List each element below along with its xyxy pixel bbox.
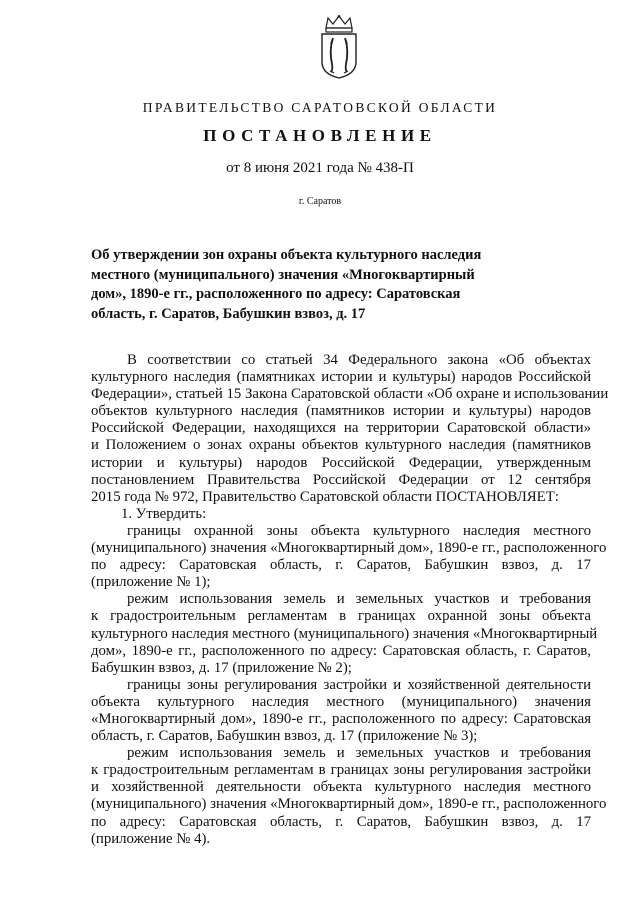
document-date-number: от 8 июня 2021 года № 438-П	[226, 160, 414, 176]
body-line: культурного наследия местного (муниципального) значения «Многоквартирный	[91, 625, 598, 642]
coat-of-arms-icon	[318, 14, 360, 80]
body-line: (приложение № 4).	[91, 830, 211, 847]
body-line: Российской Федерации, находящихся на территории Саратовской области»	[91, 420, 591, 437]
subject-line: Об утверждении зон охраны объекта культурного наследия	[91, 247, 482, 263]
body-line: режим использования земель и земельных участков и требования	[127, 745, 591, 762]
body-line: Федерации», статьей 15 Закона Саратовской области «Об охране и использовании	[91, 386, 609, 403]
body-line: (муниципального) значения «Многоквартирный дом», 1890-е гг., расположенного	[91, 540, 607, 557]
body-line: и Положением о зонах охраны объектов культурного наследия (памятников	[91, 437, 591, 454]
document-subject	[91, 246, 511, 324]
body-line: к градостроительным регламентам в границах зоны регулирования застройки	[91, 762, 591, 779]
body-line: постановлением Правительства Российской Федерации от 12 сентября	[91, 471, 591, 488]
government-name: ПРАВИТЕЛЬСТВО САРАТОВСКОЙ ОБЛАСТИ	[142, 100, 498, 115]
body-line: область, г. Саратов, Бабушкин взвоз, д. 17 (приложение № 3);	[91, 728, 478, 745]
document-place: г. Саратов	[298, 196, 342, 207]
body-line: объектов культурного наследия (памятников истории и культуры) народов	[91, 403, 591, 420]
body-line: по адресу: Саратовская область, г. Саратов, Бабушкин взвоз, д. 17	[91, 813, 591, 830]
subject-line: дом», 1890-е гг., расположенного по адресу: Саратовская	[91, 286, 461, 302]
subject-line: область, г. Саратов, Бабушкин взвоз, д. 17	[91, 305, 366, 322]
body-line: 2015 года № 972, Правительство Саратовской области ПОСТАНОВЛЯЕТ:	[91, 488, 559, 505]
body-line: «Многоквартирный дом», 1890-е гг., расположенного по адресу: Саратовская	[91, 710, 591, 727]
body-line: В соответствии со статьей 34 Федерального закона «Об объектах	[127, 352, 591, 368]
body-line: истории и культуры) народов Российской Федерации, утвержденным	[91, 454, 591, 471]
subject-line: местного (муниципального) значения «Многоквартирный	[91, 266, 475, 283]
document-type: ПОСТАНОВЛЕНИЕ	[203, 126, 437, 145]
body-line: культурного наследия (памятниках истории и культуры) народов Российской	[91, 369, 591, 386]
body-line: и хозяйственной деятельности объекта культурного наследия местного	[91, 779, 591, 796]
body-line: дом», 1890-е гг., расположенного по адресу: Саратовская область, г. Саратов,	[91, 642, 591, 659]
body-line: границы охранной зоны объекта культурного наследия местного	[127, 522, 591, 539]
body-line: 1. Утвердить:	[121, 505, 207, 522]
body-line: объекта культурного наследия местного (муниципального) значения	[91, 693, 591, 710]
document-body	[91, 352, 609, 848]
body-line: режим использования земель и земельных участков и требования	[127, 591, 591, 608]
body-line: по адресу: Саратовская область, г. Саратов, Бабушкин взвоз, д. 17	[91, 557, 591, 574]
body-line: (приложение № 1);	[91, 574, 211, 591]
body-line: границы зоны регулирования застройки и хозяйственной деятельности	[127, 676, 591, 693]
body-line: Бабушкин взвоз, д. 17 (приложение № 2);	[91, 659, 352, 676]
body-line: к градостроительным регламентам в границах охранной зоны объекта	[91, 608, 591, 625]
body-line: (муниципального) значения «Многоквартирный дом», 1890-е гг., расположенного	[91, 796, 607, 813]
